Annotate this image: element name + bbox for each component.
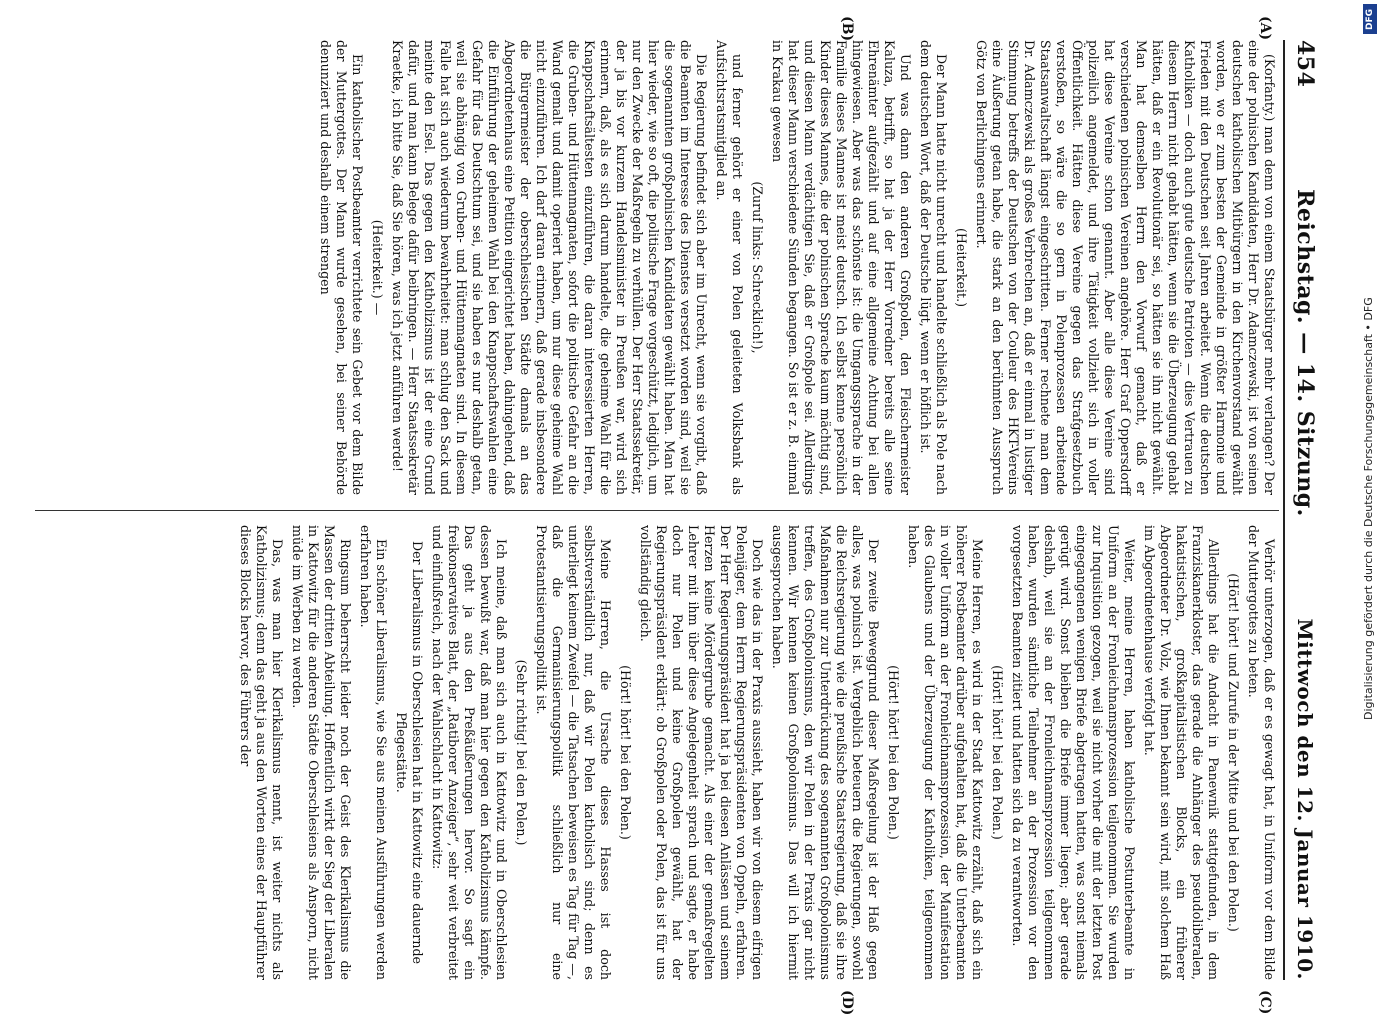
dfg-logo: DFG: [1363, 4, 1377, 34]
interjection: Der Liberalismus in Oberschlesien hat in Kattowitz eine dauernde Pflegestätte.: [394, 541, 425, 964]
interjection: (Zuruf links: Schrecklich!),: [750, 181, 765, 354]
margin-marker-c: (C): [1257, 990, 1273, 1015]
interjection: (Hört! hört! bei den Polen.): [990, 665, 1005, 840]
paragraph: Die Regierung befindet sich aber im Unrecht, wenn sie vorgibt, daß die Beamten im Interesse des Dienstes versetzt worden sind, weil sie die sogenannten großpolnischen Kandidaten gewählt haben. Man hat hier wieder, wie so oft, die politische Frage vorgeschützt, lediglich, um nur den Zwecke der Maßregeln zu verhüllen. Der Herr Staatssekretär, der ja bis vor kurzem Handelsminister in Preußen war, wird sich erinnern, daß, als es sich darum handelte, die geheime Wahl für die Knappschaftsältesten einzuführen, die daran interessierten Herren, die Gruben- und Hüttenmagnaten, sofort die politische Gefahr an die Wand gemalt und damit operiert haben, um nur diese geheime Wahl nicht einzuführen. Ich darf daran erinnern, daß gerade insbesondere die Bürgermeister der oberschlesischen Städte damals an das Abgeordnetenhaus eine Petition eingerichtet haben, dahingehend, daß die Einführung der geheimen Wahl bei den Knappschaftswahlen eine Gefahr für das Deutschtum sei, und sie haben es nur deshalb getan, weil sie abhängig von Gruben- und Hüttenmagnaten sind. In diesem Falle hat sich auch wiederum bewahrheitet: man schlug den Sack und meinte den Esel. Das gegen den Katholizismus ist der eine Grund dafür, und man kann Belege dafür beibringen. — Herr Staatssekretär Kraetke, ich bitte Sie, daß Sie hören, was ich jetzt anführen werde!: [390, 40, 709, 495]
left-column: [35, 40, 1277, 495]
paragraph: Meine Herren, die Ursache dieses Hasses ist doch selbstverständlich nur, daß wir Polen katholisch sind; denn es unterliegt keinem Zweifel — die Tatsachen beweisen es Tag für Tag —, daß die Germanisierungspolitik schließlich nur eine Protestantisierungspolitik ist.: [534, 525, 613, 980]
column-divider: [35, 510, 1279, 511]
paragraph: Verhör unterzogen, daß er es gewagt hat, in Uniform vor dem Bilde der Muttergottes zu beten.: [1246, 525, 1277, 980]
right-column: [35, 525, 1277, 980]
margin-marker-a: (A): [1257, 16, 1273, 41]
page-header: [1283, 40, 1325, 980]
paragraph: Weiter, meine Herren, haben katholische Postunterbeamte in Uniform an der Fronleichnamsprozession teilgenommen. Sie wurden zur Inquisition gezogen, weil sie nicht vorher die mit der letzten Post eingegangenen wenigen Briefe abgetragen hatten, was sonst niemals gerügt wird. Sonst bleiben die Briefe immer liegen; aber gerade deshalb, weil sie an der Fronleichnamsprozession teilgenommen haben, wurden sämtliche Teilnehmer an der Prozession vor den vorgesetzten Beamten zitiert und hatten sich da zu verantworten.: [1010, 525, 1137, 980]
paragraph: Ein schöner Liberalismus, wie Sie aus meinen Ausführungen werden erfahren haben.: [358, 525, 389, 980]
interjection: (Hört! hört! und Zurufe in der Mitte und bei den Polen.): [1226, 573, 1241, 932]
paragraph: Allerdings hat die Andacht in Panewnik stattgefunden, in dem Franziskanerkloster, das gerade die Anhänger des pseudoliberalen, hakatistischen, großkapitalistischen Blocks, ein früherer Abgeordneter Dr. Volz, wie Ihnen bekannt sein wird, mit solchem Haß im Abgeordnetenhause verfolgt hat.: [1142, 525, 1221, 980]
session-date: Mittwoch den 12. Januar 1910.: [1293, 618, 1317, 980]
rotated-page: [35, 16, 1325, 1015]
paragraph: Meine Herren, es wird in der Stadt Kattowitz erzählt, daß sich ein höherer Postbeamter darüber aufgehalten hat, daß die Unterbeamten in voller Uniform an der Fronleichnamsprozession, der Manifestation des Glaubens und der Überzeugung der Katholiken, teilgenommen haben.: [906, 525, 985, 980]
paragraph: Doch wie das in der Praxis aussieht, haben wir von diesem eifrigen Polenjäger, dem Herrn Regierungspräsidenten von Oppeln, erfahren. Der Herr Regierungspräsident hat ja bei diesen Anlässen und seinem Herzen keine Mördergrube gemacht. Als einer der gemaßregelten Lehrer mit ihm über diese Angelegenheit sprach und sagte, er habe doch nur Polen und keine Großpolen gewählt, hat der Regierungspräsident erklärt: ob Großpolen oder Polen, das ist für uns vollständig gleich.: [638, 525, 765, 980]
paragraph: Ein katholischer Postbeamter verrichtete sein Gebet vor dem Bilde der Muttergottes. Der Mann wurde gesehen, bei seiner Behörde denunziert und deshalb einem strengen: [318, 40, 365, 495]
interjection: (Heiterkeit.) —: [370, 219, 385, 316]
paragraph: und ferner gehört er einer von Polen geleiteten Volksbank als Aufsichtsratsmitglied an.: [714, 40, 745, 495]
margin-marker-b: (B): [839, 16, 855, 42]
paragraph: Der Mann hatte nicht unrecht und handelte schließlich als Pole nach dem deutschen Wort, daß der Deutsche lügt, wenn er höflich ist.: [918, 40, 949, 495]
paragraph: Ringsum beherrscht leider noch der Geist des Klerikalismus die Massen der dritten Abteilung. Hoffentlich wirkt der Sieg der Liberalen in Kattowitz für die anderen Städte Oberschlesiens als Ansporn, nicht müde im Werben zu werden.: [290, 525, 353, 980]
paragraph: Das, was man hier Klerikalismus nennt, ist weiter nichts als Katholizismus; denn das geht ja aus den Worten eines der Hauptführer dieses Blocks hervor, des Führers der: [238, 525, 285, 980]
session-title: Reichstag. — 14. Sitzung.: [1292, 189, 1318, 517]
paragraph: Und was dann den anderen Großpolen, den Fleischermeister Kaluza, betrifft, so hat ja der Herr Vorredner bereits alle seine Ehrenämter aufgezählt und auf eine allgemeine Achtung bei allen hingewiesen. Aber was das schönste ist: die Umgangssprache in der Familie dieses Mannes ist meist deutsch. Ich selbst kenne persönlich Kinder dieses Mannes, die der polnischen Sprache kaum mächtig sind, und diesen Mann verdächtigen Sie, daß er Großpole sei. Allerdings hat dieser Mann verschiedene Sünden begangen. So ist er z. B. einmal in Krakau gewesen: [770, 40, 913, 495]
interjection: (Heiterkeit.): [954, 228, 969, 307]
interjection: (Hört! hört! bei den Polen.): [618, 665, 633, 840]
paragraph: (Korfanty.) man denn von einem Staatsbürger mehr verlangen? Der eine der polnischen Kandidaten, Herr Dr. Adamczewski, ist von seinen deutschen katholischen Mitbürgern in den Kirchenvorstand gewählt worden, wo er zum besten der Gemeinde in größter Harmonie und Frieden mit den Deutschen seit Jahren arbeitet. Wenn die deutschen Katholiken — doch auch gute deutsche Patrioten — dies Vertrauen zu diesem Herrn nicht gehabt hätten, wenn sie die Überzeugung gehabt hätten, daß er ein Revolutionär sei, so hätten sie ihn nicht gewählt. Man hat demselben Herrn den Vorwurf gemacht, daß er verschiedenen polnischen Vereinen angehöre. Herr Graf Oppersdorff hat diese Vereine schon genannt. Aber alle diese Vereine sind polizeilich angemeldet, und ihre Tätigkeit vollzieht sich in voller Öffentlichkeit. Hätten diese Vereine gegen das Strafgesetzbuch verstoßen, so wäre die so gern in Polenprozessen arbeitende Staatsanwaltschaft längst eingeschritten. Ferner rechnete man dem Dr. Adamczewski als großes Verbrechen an, daß er einmal in lustiger Stimmung betreffs der Deutschen von der Couleur des HKT-Vereins eine Äußerung getan habe, die stark an den berühmten Ausspruch Götz von Berlichingens erinnert.: [974, 40, 1277, 495]
paragraph: Ich meine, daß man sich auch in Kattowitz und in Oberschlesien dessen bewußt war, daß man hier gegen den Katholizismus kämpfe. Das geht ja aus den Preßäußerungen hervor. So sagt ein freikonservatives Blatt, der „Ratiborer Anzeiger“, sehr weit verbreitet und einflußreich, nach der Wahlschlacht in Kattowitz:: [430, 525, 509, 980]
interjection: (Sehr richtig! bei den Polen.): [514, 659, 529, 846]
margin-marker-d: (D): [839, 990, 855, 1015]
interjection: (Hört! hört! bei den Polen.): [886, 665, 901, 840]
page-number: 454: [1292, 40, 1318, 88]
digitization-credit: Digitalisierung gefördert durch die Deutsche Forschungsgemeinschaft • DFG: [1362, 297, 1375, 720]
paragraph: Der zweite Beweggrund dieser Maßregelung ist der Haß gegen alles, was polnisch ist. Vergeblich beteuern die Regierungen, sowohl die Reichsregierung wie die preußische Staatsregierung, daß sie ihre Maßnahmen nur zur Unterdrückung des sogenannten Großpolonismus treffen, des Großpolonismus, den wir Polen in der Praxis gar nicht kennen. Wir kennen keinen Großpolonismus. Das will ich hiermit ausgesprochen haben.: [770, 525, 881, 980]
